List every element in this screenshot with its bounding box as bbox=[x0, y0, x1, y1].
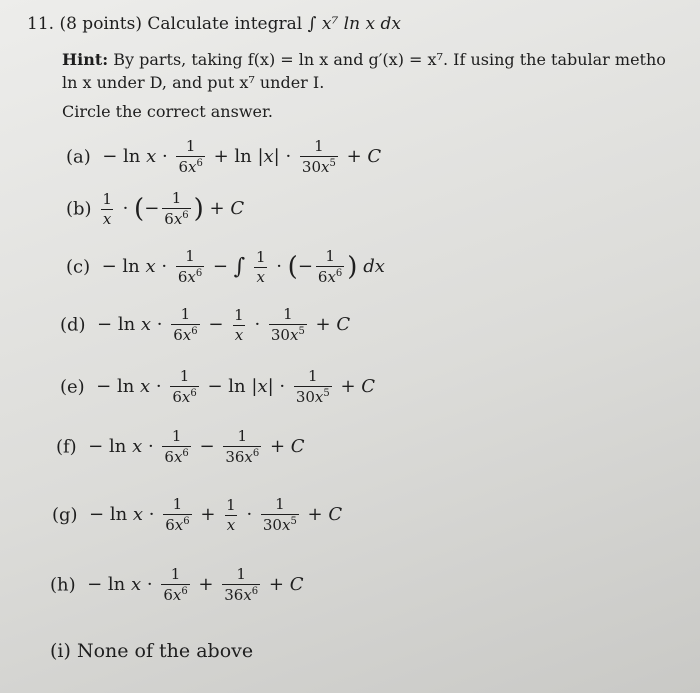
choice-expression: − ln x · $\frac{1}{6x^6}$ + $\frac{1}{x}$ · $\frac{1}{30x^5}$ + C bbox=[83, 495, 343, 535]
hint-label: Hint: bbox=[62, 50, 109, 69]
choice-label: (f) bbox=[56, 436, 77, 458]
question-number: 11. bbox=[27, 14, 55, 34]
choice-label: (i) bbox=[50, 640, 71, 662]
question-integral: ∫ x⁷ ln x dx bbox=[307, 14, 401, 34]
choice-a[interactable] bbox=[66, 138, 381, 177]
choice-expression: $\frac{1}{x}$ · (− $\frac{1}{6x^6}$ ) + C bbox=[102, 189, 245, 229]
choice-b[interactable] bbox=[66, 190, 244, 229]
hint-line-1 bbox=[62, 50, 666, 69]
choice-i[interactable] bbox=[50, 640, 253, 662]
question-header bbox=[27, 14, 401, 34]
choice-label: (h) bbox=[50, 574, 76, 596]
choice-expression: − ln x · $\frac{1}{6x^6}$ + ln |x| · $\frac{1}{30x^5}$ + C bbox=[96, 137, 382, 177]
hint-text-1: By parts, taking f(x) = ln x and g′(x) = x⁷. If using the tabular metho bbox=[113, 50, 666, 69]
question-points: (8 points) Calculate integral bbox=[59, 14, 303, 34]
choice-f[interactable] bbox=[56, 428, 305, 467]
choice-expression: − ln x · $\frac{1}{6x^6}$ + $\frac{1}{36x^6}$ + C bbox=[81, 565, 304, 605]
choice-e[interactable] bbox=[60, 368, 375, 407]
choice-label: (b) bbox=[66, 198, 92, 220]
choice-label: (g) bbox=[52, 504, 78, 526]
choice-expression: − ln x · $\frac{1}{6x^6}$ − ∫ $\frac{1}{x}$ · (− $\frac{1}{6x^6}$ ) dx bbox=[95, 247, 385, 287]
choice-expression: − ln x · $\frac{1}{6x^6}$ − $\frac{1}{36x^6}$ + C bbox=[82, 427, 305, 467]
choice-label: (d) bbox=[60, 314, 86, 336]
choice-h[interactable] bbox=[50, 566, 303, 605]
hint-text-2: ln x under D, and put x⁷ under I. bbox=[62, 73, 325, 92]
choice-expression: − ln x · $\frac{1}{6x^6}$ − $\frac{1}{x}$ · $\frac{1}{30x^5}$ + C bbox=[91, 305, 351, 345]
choice-d[interactable] bbox=[60, 306, 350, 345]
instruction: Circle the correct answer. bbox=[62, 102, 273, 121]
choice-c[interactable] bbox=[66, 248, 385, 287]
choice-label: (c) bbox=[66, 256, 91, 278]
choice-expression: − ln x · $\frac{1}{6x^6}$ − ln |x| · $\frac{1}{30x^5}$ + C bbox=[90, 367, 376, 407]
choice-expression: None of the above bbox=[76, 640, 254, 662]
choice-label: (a) bbox=[66, 146, 91, 168]
choice-label: (e) bbox=[60, 376, 85, 398]
hint-line-2 bbox=[62, 73, 324, 92]
choice-g[interactable] bbox=[52, 496, 342, 535]
